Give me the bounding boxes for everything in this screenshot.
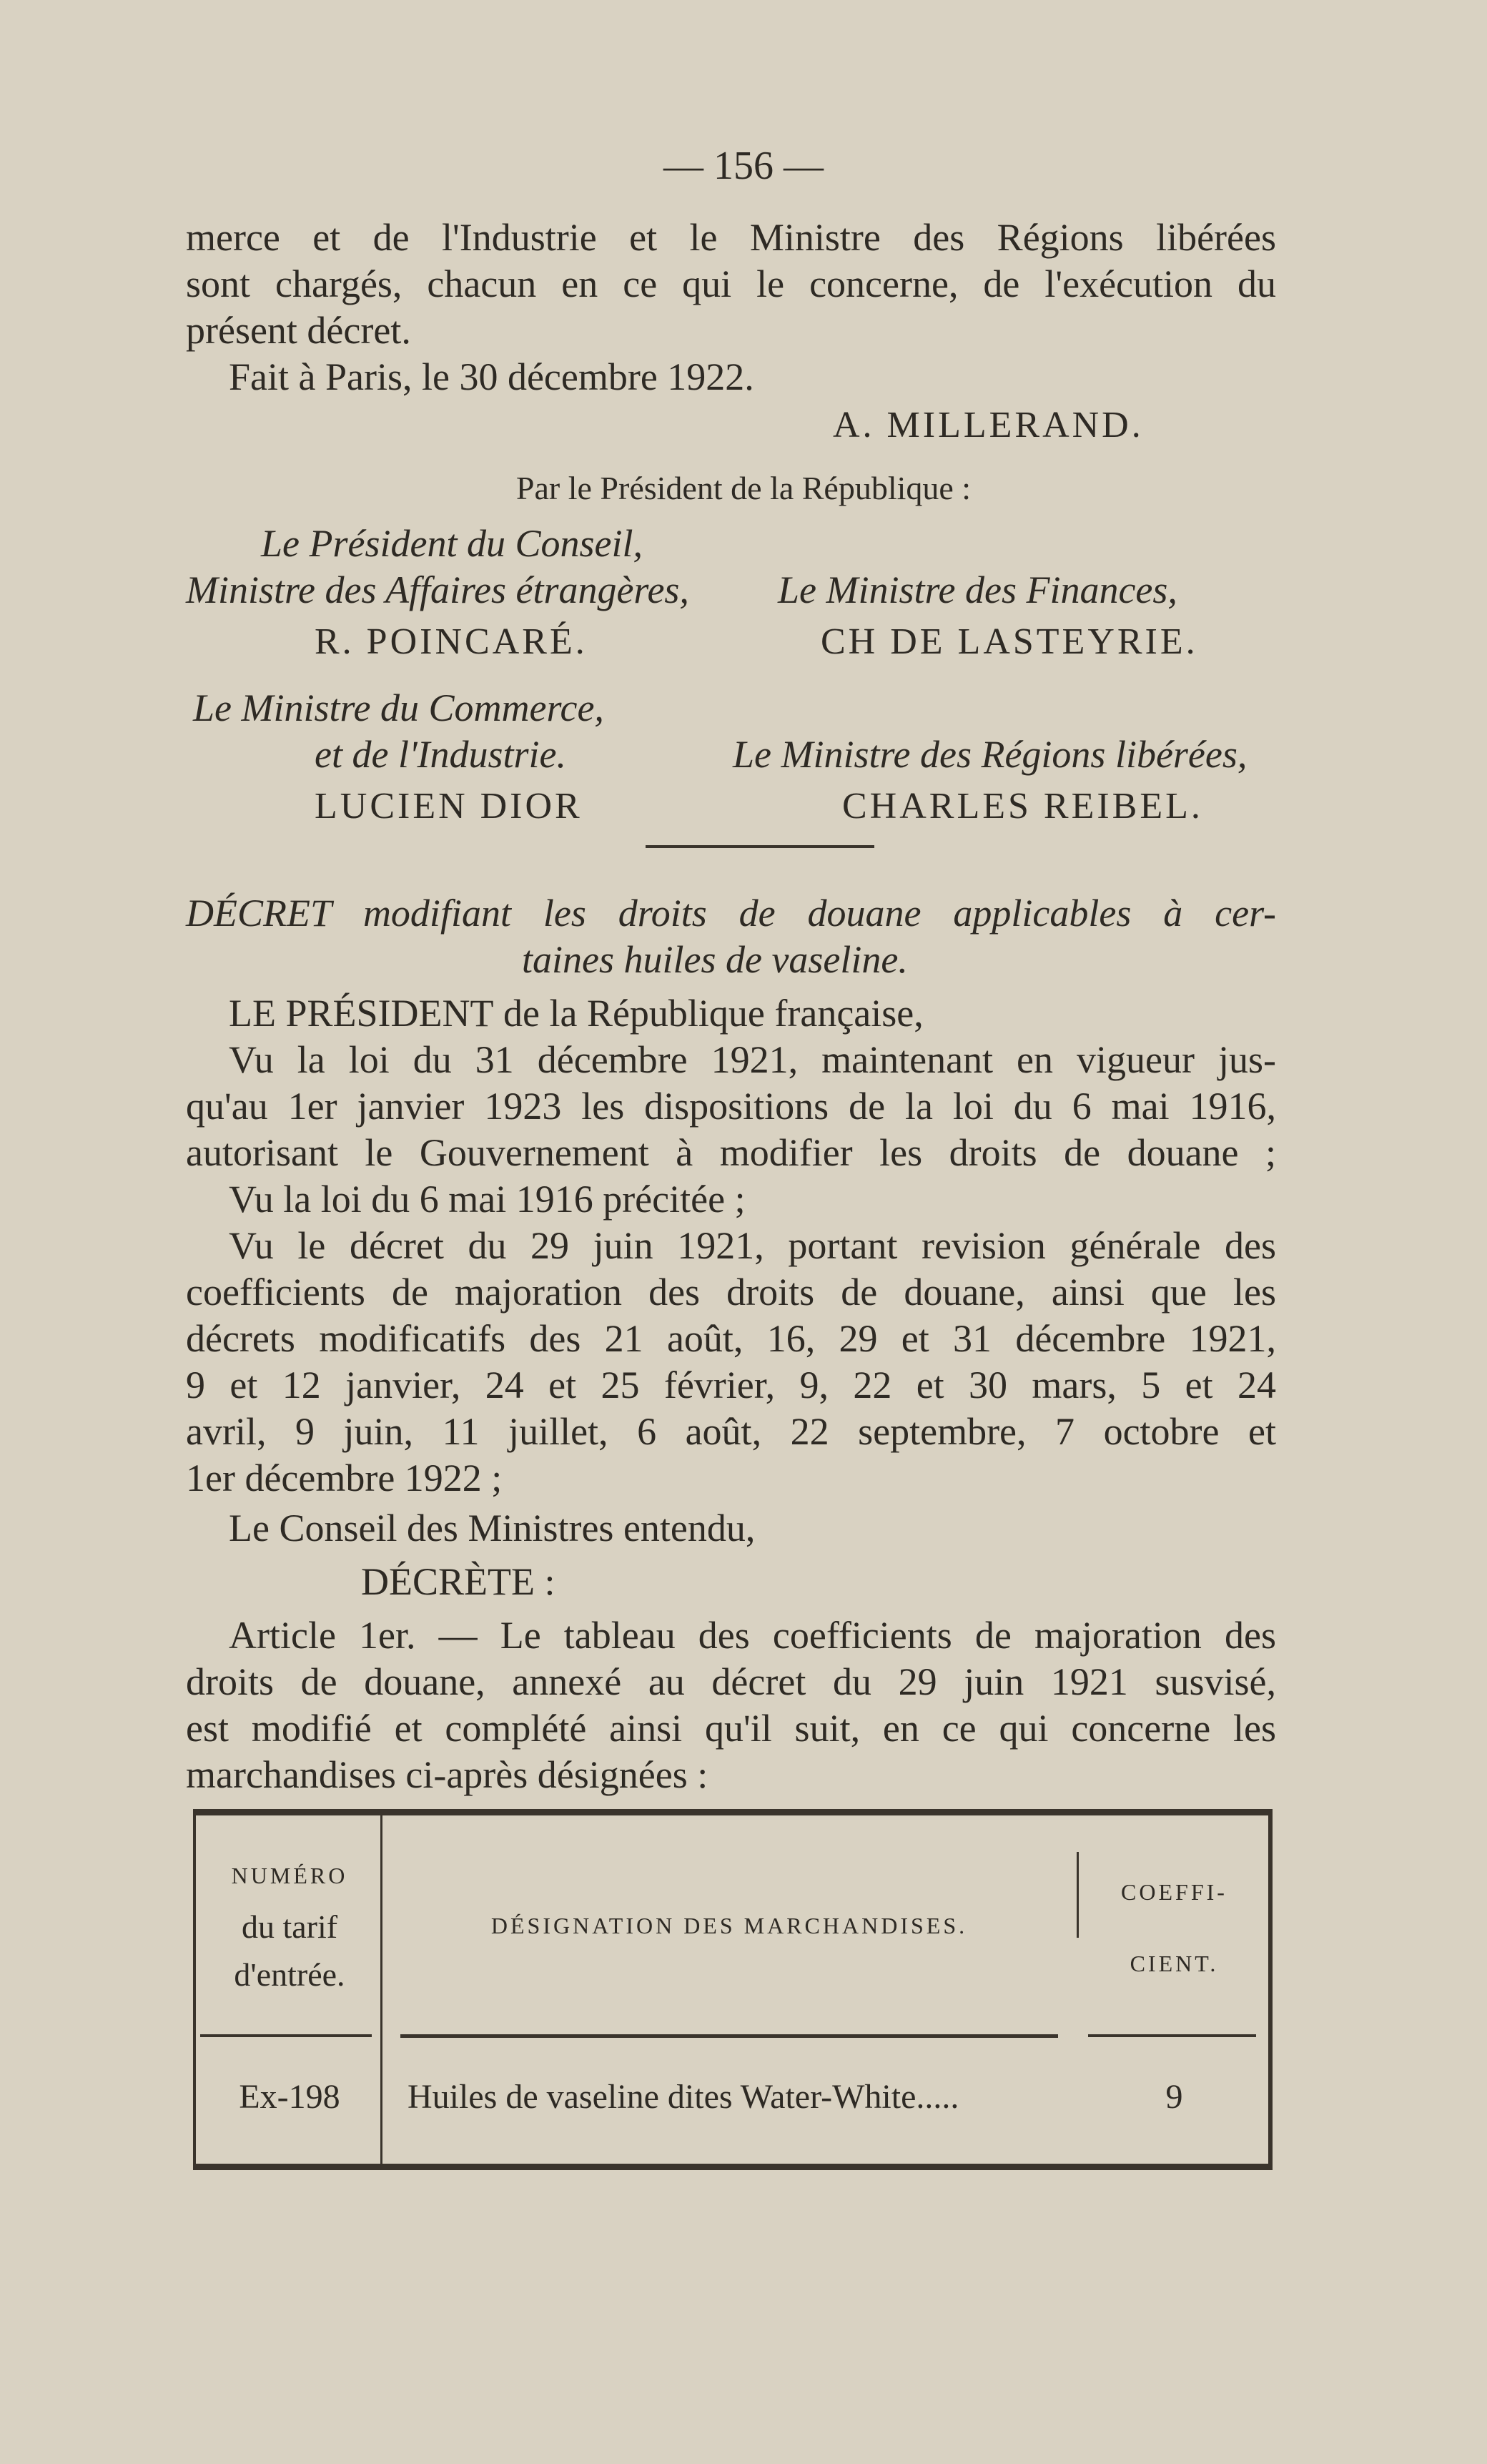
body-line-7: décrets modificatifs des 21 août, 16, 29 et 31 décembre 1921, xyxy=(186,1317,1276,1360)
decree-title-word: DÉCRET xyxy=(186,892,332,935)
finances-title: Le Ministre des Finances, xyxy=(778,568,1177,611)
table-header-rule-2 xyxy=(400,2034,1058,2038)
body-line-5: Vu le décret du 29 juin 1921, portant revision générale des xyxy=(229,1224,1276,1267)
commerce-title-1: Le Ministre du Commerce, xyxy=(193,686,604,729)
body-line-2: qu'au 1er janvier 1923 les dispositions de la loi du 6 mai 1916, xyxy=(186,1085,1276,1128)
decree-title-line-2: taines huiles de vaseline. xyxy=(522,938,908,981)
body-line-11: Le Conseil des Ministres entendu, xyxy=(229,1507,756,1549)
body-line-10: 1er décembre 1922 ; xyxy=(186,1457,503,1499)
article-line-3: est modifié et complété ainsi qu'il suit, en ce qui concerne les xyxy=(186,1707,1276,1750)
table-header-rule-3 xyxy=(1088,2034,1256,2037)
article-line-2: droits de douane, annexé au décret du 29 juin 1921 susvisé, xyxy=(186,1660,1276,1703)
le-president-rest: de la République française, xyxy=(503,992,924,1035)
header-numero-2: du tarif xyxy=(241,1908,338,1945)
conseil-title-2: Ministre des Affaires étrangères, xyxy=(186,568,689,611)
decrete-heading: DÉCRÈTE : xyxy=(361,1560,555,1603)
tariff-table xyxy=(193,1809,1273,2170)
row-designation: Huiles de vaseline dites Water-White..... xyxy=(407,2078,959,2116)
intro-line-2: sont chargés, chacun en ce qui le concerne, de l'exécution du xyxy=(186,262,1276,305)
page-number: — 156 — xyxy=(663,144,824,188)
regions-name: CHARLES REIBEL. xyxy=(842,786,1203,827)
table-header-rule-1 xyxy=(200,2034,372,2037)
le-president-line xyxy=(229,990,924,1037)
header-coefficient-1: COEFFI- xyxy=(1121,1879,1227,1905)
signature-president: A. MILLERAND. xyxy=(833,405,1144,445)
article-line-4: marchandises ci-après désignées : xyxy=(186,1753,708,1796)
finances-name: CH DE LASTEYRIE. xyxy=(821,621,1198,662)
row-numero: Ex-198 xyxy=(239,2078,340,2116)
header-coefficient-2: CIENT. xyxy=(1130,1951,1219,1976)
row-coefficient: 9 xyxy=(1165,2078,1183,2116)
header-designation: DÉSIGNATION DES MARCHANDISES. xyxy=(490,1913,968,1938)
table-col-divider-1 xyxy=(380,1815,382,2164)
regions-title: Le Ministre des Régions libérées, xyxy=(733,733,1248,776)
conseil-title-1: Le Président du Conseil, xyxy=(261,522,643,565)
article-line-1: Article 1er. — Le tableau des coefficients de majoration des xyxy=(229,1614,1276,1657)
body-line-9: avril, 9 juin, 11 juillet, 6 août, 22 septembre, 7 octobre et xyxy=(186,1410,1276,1453)
commerce-title-2: et de l'Industrie. xyxy=(315,733,566,776)
body-line-3: autorisant le Gouvernement à modifier les droits de douane ; xyxy=(186,1131,1276,1174)
header-numero-1: NUMÉRO xyxy=(231,1863,348,1888)
decree-title-text: modifiant les droits de douane applicables à cer- xyxy=(362,892,1276,935)
commerce-name: LUCIEN DIOR xyxy=(315,786,583,827)
body-line-8: 9 et 12 janvier, 24 et 25 février, 9, 22 et 30 mars, 5 et 24 xyxy=(186,1364,1276,1406)
table-bottom-rule xyxy=(193,2164,1273,2170)
table-left-border xyxy=(193,1809,196,2170)
body-line-1: Vu la loi du 31 décembre 1921, maintenant en vigueur jus- xyxy=(229,1038,1276,1081)
body-line-4: Vu la loi du 6 mai 1916 précitée ; xyxy=(229,1178,746,1221)
table-top-rule xyxy=(193,1809,1273,1815)
le-president: LE PRÉSIDENT xyxy=(229,992,494,1035)
conseil-name: R. POINCARÉ. xyxy=(315,621,588,662)
separator-rule xyxy=(646,845,874,848)
header-numero-3: d'entrée. xyxy=(234,1956,345,1993)
date-line: Fait à Paris, le 30 décembre 1922. xyxy=(229,355,754,398)
decree-title-line-1 xyxy=(186,890,1276,937)
intro-line-1: merce et de l'Industrie et le Ministre des Régions libérées xyxy=(186,216,1276,259)
table-col-divider-2 xyxy=(1077,1852,1079,1938)
par-le-president: Par le Président de la République : xyxy=(515,470,972,506)
intro-line-3: présent décret. xyxy=(186,309,411,352)
body-line-6: coefficients de majoration des droits de douane, ainsi que les xyxy=(186,1271,1276,1314)
